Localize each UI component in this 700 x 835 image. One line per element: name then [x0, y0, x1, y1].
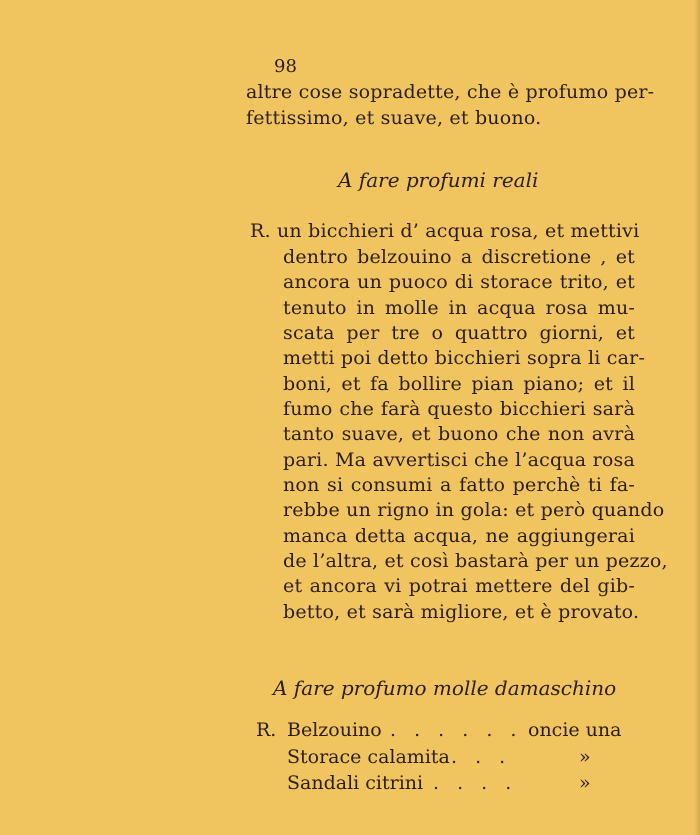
body-line: pari. Ma avvertisci che l’acqua rosa: [283, 449, 635, 471]
leader-dots: . . . . . .: [390, 719, 523, 741]
body-line: boni, et fa bollire pian piano; et il: [283, 373, 635, 395]
body-line: metti poi detto bicchieri sopra li car-: [283, 347, 646, 369]
intro-line-2: fettissimo, et suave, et buono.: [246, 107, 542, 129]
body-line: R. un bicchieri d’ acqua rosa, et mettivi: [250, 220, 640, 242]
body-line: manca detta acqua, ne aggiungerai: [283, 525, 635, 547]
intro-line-1: altre cose sopradette, che è profumo per-: [246, 81, 655, 103]
leader-dots: . . .: [451, 746, 512, 768]
body-line: dentro belzouino a discretione , et: [283, 246, 635, 268]
body-line: tenuto in molle in acqua rosa mu-: [283, 297, 635, 319]
body-line: et ancora vi potrai mettere del gib-: [283, 575, 635, 597]
ingredient-name: Storace calamita: [287, 746, 450, 768]
section-heading-profumi-reali: A fare profumi reali: [338, 168, 539, 192]
ingredient-name: Sandali citrini: [287, 772, 424, 794]
recipe-prefix: R.: [256, 719, 277, 741]
section-heading-profumo-damaschino: A fare profumo molle damaschino: [273, 676, 617, 700]
page-edge-shadow: [694, 0, 700, 835]
leader-dots: . . . .: [433, 772, 518, 794]
page-number: 98: [274, 56, 297, 77]
body-line: scata per tre o quattro giorni, et: [283, 322, 635, 344]
body-line: betto, et sarà migliore, et è provato.: [283, 601, 640, 623]
body-line: non si consumi a fatto perchè ti fa-: [283, 474, 635, 496]
body-line: tanto suave, et buono che non avrà: [283, 423, 635, 445]
body-line: ancora un puoco di storace trito, et: [283, 271, 635, 293]
body-line: rebbe un rigno in gola: et però quando: [283, 499, 665, 521]
body-line: fumo che farà questo bicchieri sarà: [283, 398, 635, 420]
ingredient-name: Belzouino: [287, 719, 382, 741]
ingredient-quantity: »: [579, 772, 591, 794]
ingredient-quantity: oncie una: [528, 719, 622, 741]
ingredient-quantity: »: [579, 746, 591, 768]
body-line: de l’altra, et così bastarà per un pezzo,: [283, 550, 668, 572]
